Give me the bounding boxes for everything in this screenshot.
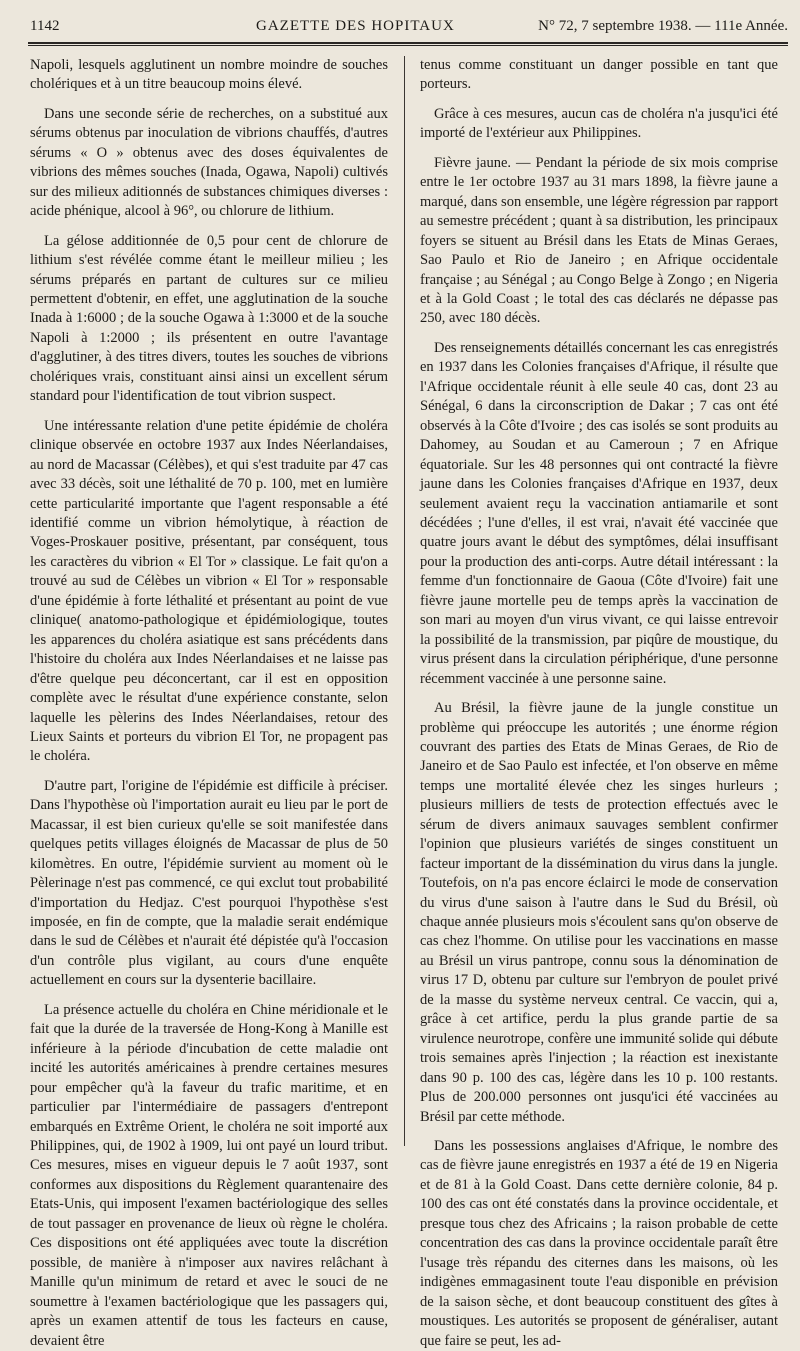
paragraph: Une intéressante relation d'une petite épidémie de choléra clinique observée en octobre 1937 aux Indes Néerlandaises, au nord de Macassar (Célèbes), et qui s'est traduite par 47 cas avec 33 décès, soit une léthalité de 70 p. 100, met en lumière cette particularité importante que l'agent responsable a été identifié comme un vibrion hémolytique, à réaction de Voges-Proskauer positive, présentant, par conséquent, tous les caractères du vibrion « El Tor » classique. Le fait qu'on a trouvé au sud de Célèbes un vibrion « El Tor » responsable d'une épidémie à forte léthalité et présentant au point de vue clinique( anatomo-pathologique et épidémiologique, toutes les apparences du choléra asiatique est sans précédents dans l'histoire du choléra aux Indes Néerlandaises et ne laisse pas d'être quelque peu déconcertant, car il est en opposition complète avec le résultat d'une expérience constante, selon laquelle les pèlerins des Indes Néerlandaises, retour des Lieux Saints et porteurs du vibrion El Tor, ne propagent pas le choléra. [30,417,388,765]
journal-title: GAZETTE DES HOPITAUX [256,18,455,34]
paragraph: Napoli, lesquels agglutinent un nombre moindre de souches cholériques et à un titre beaucoup moins élevé. [30,57,388,93]
paragraph: tenus comme constituant un danger possible en tant que porteurs. [420,57,778,93]
paragraph: La présence actuelle du choléra en Chine méridionale et le fait que la durée de la traversée de Hong-Kong à Manille est inférieure à la période d'incubation de cette maladie ont incité les autorités américaines à prendre certaines mesures pour empêcher qu'à la faveur du trafic maritime, et en particulier par l'intermédiaire de passagers d'entrepont embarqués en Extrême Orient, le choléra ne soit importé aux Philippines, qui, de 1902 à 1909, lui ont payé un lourd tribut. Ces mesures, mises en vigueur depuis le 7 août 1937, sont conformes aux dispositions du Règlement quarantenaire des Etats-Unis, qui imposent l'examen bactériologique des selles de tout passager en provenance de lieux où règne le choléra. Ces dispositions ont été appliquées avec toute la discrétion possible, de manière à n'imposer aux navires relâchant à Manille qu'un minimum de retard et avec le souci de ne soumettre à l'examen bactériologique que les passagers qui, après un examen attentif de tous les facteurs en cause, devaient être [30,1001,388,1349]
header-rule [28,45,788,46]
paragraph: Au Brésil, la fièvre jaune de la jungle constitue un problème qui préoccupe les autorités ; une énorme région couvrant des parties des Etats de Minas Geraes, de Rio de Janeiro et de Sao Paulo est infectée, et l'on observe en même temps une mortalité élevée chez les singes hurleurs ; plusieurs milliers de tests de protection effectués avec le sérum de divers animaux sauvages semblent confirmer l'opinion que plusieurs variétés de singes constituent un facteur important de la dissémination du virus dans la jungle. Toutefois, on n'a pas encore éclairci le mode de conservation du virus d'une saison à l'autre dans le Sud du Brésil, où chaque année plusieurs mois s'écoulent sans qu'on observe de cas chez l'homme. On utilise pour les vaccinations en masse au Brésil un virus pantrope, connu sous la dénomination de virus 17 D, obtenu par culture sur l'embryon de poulet privé de la masse du système nerveux central. Ce vaccin, qui a, grâce à cet artifice, perdu la plus grande partie de sa virulence neurotrope, confère une immunité solide qui débute trois semaines après l'injection ; la réaction est inexistante dans 90 p. 100 des cas, légère dans les 10 p. 100 restants. Plus de 200.000 personnes ont jusqu'ici été vaccinées au Brésil par cette méthode. [420,700,778,1125]
left-column [30,56,388,1349]
paragraph: Des renseignements détaillés concernant les cas enregistrés en 1937 dans les Colonies françaises d'Afrique, il résulte que l'Afrique occidentale réunit à elle seule 40 cas, dont 23 au Sénégal, 6 dans la circonscription de Dakar ; 7 cas ont été observés à la Côte d'Ivoire ; des cas isolés se sont produits au Dahomey, au Soudan et au Cameroun ; 7 en Afrique équatoriale. Sur les 48 personnes qui ont contracté la fièvre jaune dans les Colonies françaises d'Afrique en 1937, deux seulement avaient reçu la vaccination antiamarile et sont décédées ; l'une d'elles, il est vrai, n'avait été vaccinée que quatre jours avant le début des symptômes, délai insuffisant pour la production des anti-corps. Autre détail intéressant : la femme d'un fonctionnaire de Gaoua (Côte d'Ivoire) fait une fièvre jaune mortelle peu de temps après la vaccination de son mari au moyen d'un virus vivant, ce qui laisse entrevoir la possibilité de la transmission, par piqûre de moustique, du virus présent dans la circulation périphérique, d'une personne récemment vaccinée à une personne saine. [420,339,778,687]
page-header [28,12,788,44]
issue-info: N° 72, 7 septembre 1938. — 111e Année. [538,18,788,34]
page-number: 1142 [30,18,60,34]
paragraph: Dans les possessions anglaises d'Afrique, le nombre des cas de fièvre jaune enregistrés en 1937 a été de 19 en Nigeria et de 81 à la Gold Coast. Dans cette dernière colonie, 84 p. 100 des cas ont été constatés dans la province occidentale, et presque tous chez des Africains ; la raison probable de cette concentration des cas dans la province occidentale paraît être l'usage très répandu des citernes dans les maisons, où les indigènes emmagasinent toute l'eau disponible en prévision de la saison sèche, et dont beaucoup constituent des gîtes à moustiques. Les autorités se proposent de généraliser, autant que faire se peut, les ad- [420,1138,778,1349]
right-column [420,56,778,1349]
paragraph: Grâce à ces mesures, aucun cas de choléra n'a jusqu'ici été importé de l'extérieur aux Philippines. [420,105,778,142]
paragraph: Fièvre jaune. — Pendant la période de six mois comprise entre le 1er octobre 1937 au 31 mars 1898, la fièvre jaune a marqué, dans son ensemble, une légère régression par rapport au semestre précédent ; quant à sa distribution, les principaux foyers se situent au Brésil dans les Etats de Minas Geraes, Sao Paulo et Rio de Janeiro ; en Afrique occidentale française ; au Sénégal ; au Congo Belge à Zongo ; en Nigeria et à la Gold Coast ; le total des cas déclarés ne dépasse pas 250, avec 180 décès. [420,154,778,327]
paragraph: Dans une seconde série de recherches, on a substitué aux sérums obtenus par inoculation de vibrions chauffés, d'autres sérums « O » obtenus avec des doses équivalentes de vibrions des mêmes souches (Inada, Ogawa, Napoli) cultivés sur des milieux aditionnés de substances chimiques diverses : acide phénique, alcool à 96°, ou chlorure de lithium. [30,105,388,220]
paragraph: D'autre part, l'origine de l'épidémie est difficile à préciser. Dans l'hypothèse où l'importation aurait eu lieu par le port de Macassar, il est bien curieux qu'elle se soit manifestée dans quelques petits villages éloignés de Macassar de plus de 50 kilomètres. En outre, l'épidémie survient au moment où le Pèlerinage n'est pas commencé, ce qui exclut tout probabilité d'importation du Hedjaz. C'est pourquoi l'hypothèse s'est imposée, en fin de compte, que la maladie serait endémique dans le sud de Célèbes et n'aurait été dépistée qu'à l'occasion d'un contrôle plus vigilant, au cours d'une enquête actuellement en cours sur la dysenterie bacillaire. [30,777,388,989]
paragraph: La gélose additionnée de 0,5 pour cent de chlorure de lithium s'est révélée comme étant le meilleur milieu ; les sérums préparés en partant de cultures sur ce milieu permettent d'obtenir, en effet, une agglutination de la souche Inada à 1:6000 ; de la souche Ogawa à 1:3000 et de la souche Napoli à 1:2000 ; ils présentent en outre l'avantage d'agglutiner, à des titres divers, toutes les souches de vibrions cholériques vrais, constituant ainsi ainsi un excellent sérum standard pour l'identification de tout vibrion suspect. [30,232,388,405]
column-divider [404,56,405,1146]
